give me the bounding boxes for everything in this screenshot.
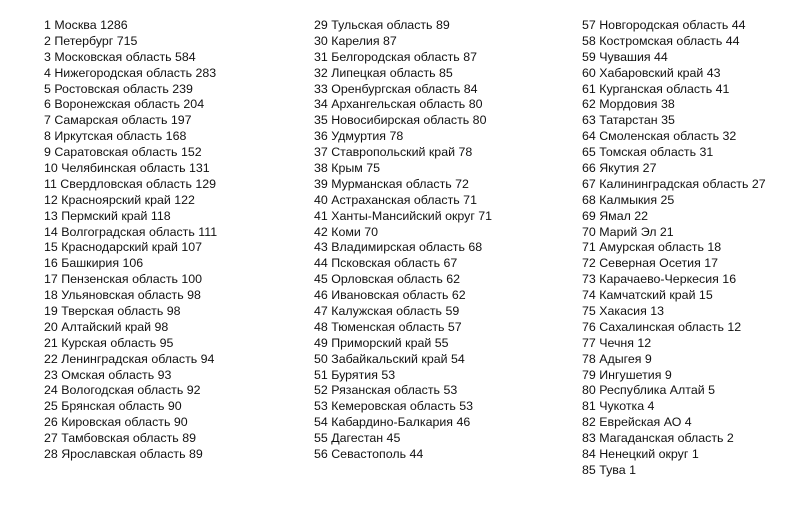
region-row: 38 Крым 75 — [314, 161, 380, 176]
region-row: 65 Томская область 31 — [582, 145, 714, 160]
region-row: 21 Курская область 95 — [44, 335, 174, 350]
region-row: 30 Карелия 87 — [314, 33, 397, 48]
region-row: 39 Мурманская область 72 — [314, 176, 469, 191]
region-row: 18 Ульяновская область 98 — [44, 288, 201, 303]
region-row: 23 Омская область 93 — [44, 367, 172, 382]
region-row: 50 Забайкальский край 54 — [314, 351, 465, 366]
region-row: 15 Краснодарский край 107 — [44, 240, 203, 255]
region-row: 54 Кабардино-Балкария 46 — [314, 415, 471, 430]
region-row: 82 Еврейская АО 4 — [582, 415, 692, 430]
region-row: 56 Севастополь 44 — [314, 447, 424, 462]
region-row: 13 Пермский край 118 — [44, 208, 171, 223]
region-row: 35 Новосибирская область 80 — [314, 113, 487, 128]
region-row: 72 Северная Осетия 17 — [582, 256, 719, 271]
region-row: 59 Чувашия 44 — [582, 49, 668, 64]
region-row: 75 Хакасия 13 — [582, 304, 665, 319]
region-row: 4 Нижегородская область 283 — [44, 65, 217, 80]
region-row: 66 Якутия 27 — [582, 161, 657, 176]
ranking-column-3 — [582, 18, 766, 479]
region-row: 27 Тамбовская область 89 — [44, 431, 196, 446]
region-row: 22 Ленинградская область 94 — [44, 351, 215, 366]
region-row: 73 Карачаево-Черкесия 16 — [582, 272, 737, 287]
region-row: 36 Удмуртия 78 — [314, 129, 404, 144]
region-row: 55 Дагестан 45 — [314, 431, 401, 446]
region-row: 61 Курганская область 41 — [582, 81, 730, 96]
region-row: 48 Тюменская область 57 — [314, 319, 462, 334]
ranking-column-1 — [44, 18, 217, 463]
region-row: 57 Новгородская область 44 — [582, 18, 746, 32]
region-row: 16 Башкирия 106 — [44, 256, 144, 271]
region-row: 47 Калужская область 59 — [314, 304, 460, 319]
region-row: 14 Волгоградская область 111 — [44, 224, 218, 239]
region-row: 32 Липецкая область 85 — [314, 65, 453, 80]
region-row: 28 Ярославская область 89 — [44, 447, 203, 462]
region-row: 77 Чечня 12 — [582, 335, 652, 350]
region-row: 37 Ставропольский край 78 — [314, 145, 473, 160]
region-row: 26 Кировская область 90 — [44, 415, 188, 430]
region-row: 24 Вологодская область 92 — [44, 383, 201, 398]
region-row: 71 Амурская область 18 — [582, 240, 722, 255]
region-row: 76 Сахалинская область 12 — [582, 319, 742, 334]
region-row: 5 Ростовская область 239 — [44, 81, 193, 96]
region-row: 52 Рязанская область 53 — [314, 383, 458, 398]
region-row: 25 Брянская область 90 — [44, 399, 182, 414]
region-row: 70 Марий Эл 21 — [582, 224, 674, 239]
region-row: 42 Коми 70 — [314, 224, 378, 239]
region-row: 2 Петербург 715 — [44, 33, 138, 48]
region-row: 43 Владимирская область 68 — [314, 240, 483, 255]
region-row: 64 Смоленская область 32 — [582, 129, 737, 144]
region-row: 9 Саратовская область 152 — [44, 145, 202, 160]
region-row: 67 Калининградская область 27 — [582, 176, 766, 191]
region-row: 20 Алтайский край 98 — [44, 319, 169, 334]
region-row: 29 Тульская область 89 — [314, 18, 450, 32]
region-row: 40 Астраханская область 71 — [314, 192, 477, 207]
region-row: 53 Кемеровская область 53 — [314, 399, 474, 414]
region-row: 74 Камчатский край 15 — [582, 288, 713, 303]
region-row: 3 Московская область 584 — [44, 49, 196, 64]
region-row: 51 Бурятия 53 — [314, 367, 396, 382]
region-row: 45 Орловская область 62 — [314, 272, 461, 287]
region-row: 34 Архангельская область 80 — [314, 97, 483, 112]
region-row: 78 Адыгея 9 — [582, 351, 652, 366]
region-row: 83 Магаданская область 2 — [582, 431, 734, 446]
region-row: 33 Оренбургская область 84 — [314, 81, 478, 96]
region-row: 10 Челябинская область 131 — [44, 161, 210, 176]
region-row: 58 Костромская область 44 — [582, 33, 740, 48]
region-row: 63 Татарстан 35 — [582, 113, 675, 128]
region-row: 41 Ханты-Мансийский округ 71 — [314, 208, 493, 223]
region-row: 6 Воронежская область 204 — [44, 97, 205, 112]
region-row: 31 Белгородская область 87 — [314, 49, 477, 64]
region-row: 60 Хабаровский край 43 — [582, 65, 721, 80]
region-row: 49 Приморский край 55 — [314, 335, 449, 350]
region-row: 81 Чукотка 4 — [582, 399, 655, 414]
region-row: 7 Самарская область 197 — [44, 113, 192, 128]
region-row: 85 Тува 1 — [582, 462, 636, 477]
region-row: 69 Ямал 22 — [582, 208, 649, 223]
region-row: 19 Тверская область 98 — [44, 304, 181, 319]
region-row: 46 Ивановская область 62 — [314, 288, 466, 303]
region-row: 44 Псковская область 67 — [314, 256, 458, 271]
region-row: 80 Республика Алтай 5 — [582, 383, 715, 398]
region-row: 62 Мордовия 38 — [582, 97, 675, 112]
region-row: 12 Красноярский край 122 — [44, 192, 195, 207]
region-row: 68 Калмыкия 25 — [582, 192, 675, 207]
region-row: 17 Пензенская область 100 — [44, 272, 203, 287]
region-row: 79 Ингушетия 9 — [582, 367, 672, 382]
ranking-column-2 — [314, 18, 492, 463]
region-row: 84 Ненецкий округ 1 — [582, 447, 699, 462]
region-row: 11 Свердловская область 129 — [44, 176, 217, 191]
region-row: 1 Москва 1286 — [44, 18, 128, 32]
region-row: 8 Иркутская область 168 — [44, 129, 187, 144]
